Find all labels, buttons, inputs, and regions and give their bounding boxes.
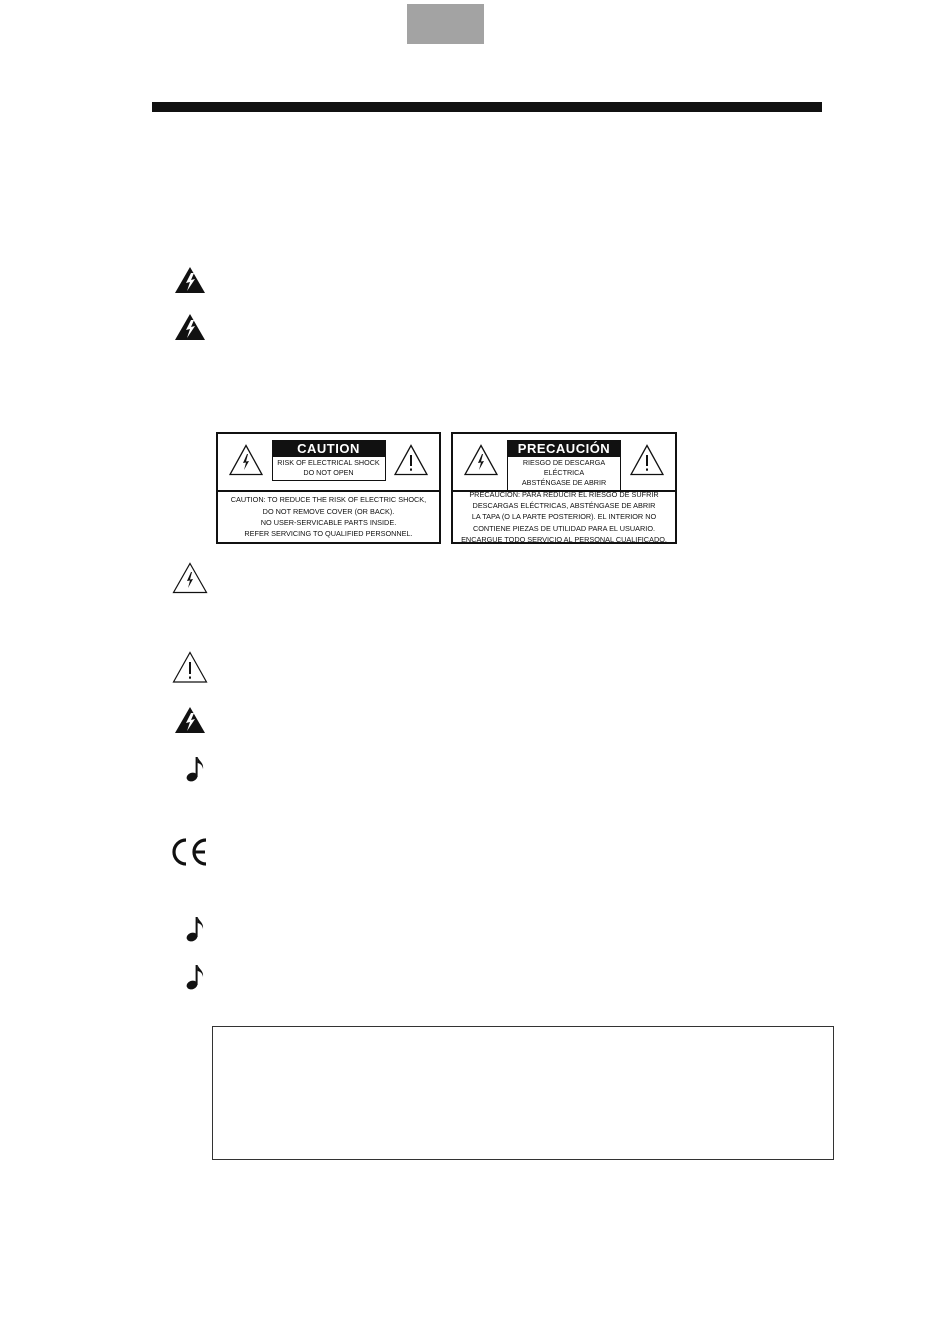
warning-shock-icon (174, 266, 206, 294)
caution-text-line: CAUTION: TO REDUCE THE RISK OF ELECTRIC SHOCK, (230, 495, 427, 505)
precaucion-text-line: LA TAPA (O LA PARTE POSTERIOR). EL INTERIOR NO (471, 512, 657, 522)
caution-text-line: DO NOT REMOVE COVER (OR BACK). (262, 506, 395, 516)
exclamation-triangle-icon (394, 444, 428, 481)
warning-shock-icon (174, 706, 206, 734)
caution-title: CAUTION (273, 441, 385, 457)
exclamation-triangle-icon (172, 651, 208, 684)
heading-rule (152, 102, 822, 112)
caution-subtitle-line: RISK OF ELECTRICAL SHOCK (277, 458, 380, 467)
caution-subtitle-line: DO NOT OPEN (303, 468, 354, 477)
caution-header (272, 440, 386, 481)
notice-box (212, 1026, 834, 1160)
music-note-icon (186, 963, 206, 991)
precaucion-text-line: PRECAUCIÓN: PARA REDUCIR EL RIESGO DE SUFRIR (469, 489, 659, 499)
lightning-triangle-icon (464, 444, 498, 481)
warning-shock-icon (174, 313, 206, 341)
caution-label-english (216, 432, 441, 544)
precaucion-subtitle-line: ABSTÉNGASE DE ABRIR (521, 478, 607, 487)
precaucion-header (507, 440, 621, 491)
caution-text-line: NO USER-SERVICABLE PARTS INSIDE. (260, 518, 397, 527)
lightning-triangle-icon (229, 444, 263, 481)
ce-mark-icon (168, 836, 210, 868)
exclamation-triangle-icon (630, 444, 664, 481)
precaucion-text-line: ENCARGUE TODO SERVICIO AL PERSONAL CUALIFICADO. (461, 534, 667, 544)
precaucion-subtitle-line: RIESGO DE DESCARGA ELÉCTRICA (522, 458, 606, 477)
music-note-icon (186, 915, 206, 943)
section-tab-marker (407, 4, 484, 44)
precaucion-text-line: DESCARGAS ELÉCTRICAS, ABSTÉNGASE DE ABRIR (472, 501, 656, 511)
caution-text-line: REFER SERVICING TO QUALIFIED PERSONNEL. (244, 529, 413, 539)
precaucion-title: PRECAUCIÓN (508, 441, 620, 457)
music-note-icon (186, 755, 206, 783)
lightning-triangle-icon (172, 562, 208, 594)
precaucion-text-line: CONTIENE PIEZAS DE UTILIDAD PARA EL USUARIO. (472, 523, 656, 533)
caution-label-spanish (451, 432, 677, 544)
